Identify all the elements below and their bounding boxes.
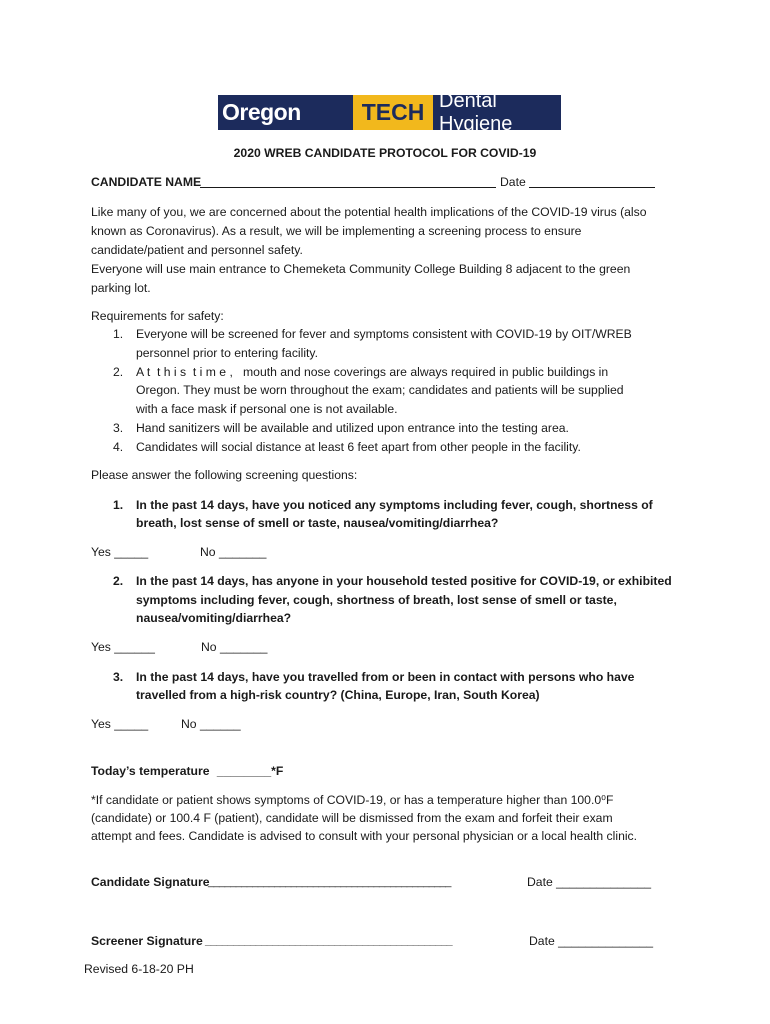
temperature-unit: *F <box>271 764 284 778</box>
temperature-label: Today’s temperature <box>91 764 210 778</box>
requirement-line: Hand sanitizers will be available and utilized upon entrance into the testing area. <box>136 421 569 435</box>
intro-line: known as Coronavirus). As a result, we will be implementing a screening process to ensure <box>91 224 582 238</box>
question-line: symptoms including fever, cough, shortness of breath, lost sense of smell or taste, <box>136 593 617 607</box>
note-line: (candidate) or 100.4 F (patient), candidate will be dismissed from the exam and forfeit their exam <box>91 811 613 825</box>
requirement-line: personnel prior to entering facility. <box>136 346 319 360</box>
temperature-row <box>91 762 283 781</box>
screener-signature-date[interactable]: Date ______________ <box>529 934 654 948</box>
question-line: In the past 14 days, has anyone in your household tested positive for COVID-19, or exhibited <box>136 574 672 588</box>
revision-note: Revised 6-18-20 PH <box>84 962 194 976</box>
temperature-field[interactable]: ________ <box>216 764 272 778</box>
requirement-number: 2. <box>113 365 124 379</box>
screener-signature-field[interactable]: ____________________________________________ <box>205 935 453 947</box>
oregon-tech-logo <box>218 89 561 135</box>
candidate-signature-field[interactable]: ____________________________________________ <box>208 876 451 888</box>
intro-line: Everyone will use main entrance to Chemeketa Community College Building 8 adjacent to the green <box>91 262 631 276</box>
requirement-line: Everyone will be screened for fever and symptoms consistent with COVID-19 by OIT/WREB <box>136 327 632 341</box>
requirement-number: 3. <box>113 421 124 435</box>
requirements-heading: Requirements for safety: <box>91 309 224 323</box>
note-line: attempt and fees. Candidate is advised to consult with your personal physician or a local health clinic. <box>91 829 638 843</box>
candidate-name-field[interactable] <box>200 187 496 188</box>
requirement-number: 1. <box>113 327 124 341</box>
requirement-line: with a face mask if personal one is not available. <box>136 402 398 416</box>
logo-tech: TECH <box>353 95 433 130</box>
intro-line: Like many of you, we are concerned about the potential health implications of the COVID-19 virus (also <box>91 205 647 219</box>
requirement-line: A t t h i s t i m e , mouth and nose coverings are always required in public buildings in <box>136 365 609 379</box>
intro-line: parking lot. <box>91 281 151 295</box>
question-line: In the past 14 days, have you travelled from or been in contact with persons who have <box>136 670 635 684</box>
question-line: In the past 14 days, have you noticed any symptoms including fever, cough, shortness of <box>136 498 653 512</box>
no-answer-field[interactable]: No ______ <box>181 717 241 731</box>
question-number: 1. <box>113 498 124 512</box>
requirement-line: Candidates will social distance at least 6 feet apart from other people in the facility. <box>136 440 581 454</box>
question-number: 3. <box>113 670 124 684</box>
yes-answer-field[interactable]: Yes _____ <box>91 545 149 559</box>
requirement-line: Oregon. They must be worn throughout the exam; candidates and patients will be supplied <box>136 383 624 397</box>
intro-line: candidate/patient and personnel safety. <box>91 243 303 257</box>
no-answer-field[interactable]: No _______ <box>201 640 268 654</box>
question-line: breath, lost sense of smell or taste, nausea/vomiting/diarrhea? <box>136 516 499 530</box>
yes-answer-field[interactable]: Yes _____ <box>91 717 149 731</box>
date-field[interactable] <box>529 187 655 188</box>
candidate-signature-label: Candidate Signature <box>91 875 210 889</box>
logo-oregon: Oregon <box>218 95 353 130</box>
requirement-number: 4. <box>113 440 124 454</box>
date-label: Date <box>500 175 526 189</box>
candidate-name-label: CANDIDATE NAME <box>91 175 202 189</box>
yes-answer-field[interactable]: Yes ______ <box>91 640 155 654</box>
logo-dental-hygiene: Dental Hygiene <box>433 95 561 130</box>
questions-heading: Please answer the following screening questions: <box>91 468 358 482</box>
question-number: 2. <box>113 574 124 588</box>
no-answer-field[interactable]: No _______ <box>200 545 267 559</box>
screener-signature-label: Screener Signature <box>91 934 203 948</box>
question-line: travelled from a high-risk country? (China, Europe, Iran, South Korea) <box>136 688 540 702</box>
note-line: *If candidate or patient shows symptoms of COVID-19, or has a temperature higher than 100.0⁰F <box>91 793 614 807</box>
candidate-signature-date[interactable]: Date ______________ <box>527 875 652 889</box>
question-line: nausea/vomiting/diarrhea? <box>136 611 292 625</box>
page-title: 2020 WREB CANDIDATE PROTOCOL FOR COVID-19 <box>233 146 537 160</box>
